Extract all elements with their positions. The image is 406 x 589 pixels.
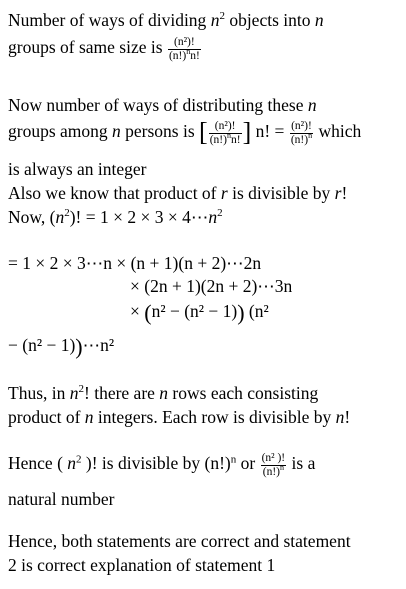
den-part: n! xyxy=(230,133,241,146)
math-line-10 xyxy=(130,300,269,326)
fraction-numerator: (n²)! xyxy=(168,36,201,50)
math-var: n xyxy=(69,383,79,403)
text-line-5: is always an integer xyxy=(8,159,147,179)
text: or xyxy=(236,453,260,474)
math-var: n xyxy=(67,453,77,474)
text-line-13 xyxy=(8,407,350,428)
fraction-numerator: (n²)! xyxy=(291,120,312,132)
text-line-6 xyxy=(8,183,347,204)
den-part: (n!) xyxy=(262,465,280,478)
text: ! xyxy=(341,183,348,203)
math-line-11 xyxy=(8,334,115,360)
den-part: (n!) xyxy=(290,133,309,146)
text-line-16: Hence, both statements are correct and statement xyxy=(8,531,351,551)
fraction xyxy=(261,452,287,478)
text: is a xyxy=(287,453,316,474)
text: groups of same size is xyxy=(8,37,167,58)
text-line-7 xyxy=(8,207,223,228)
paren-right: ) xyxy=(237,300,245,326)
fraction-numerator: (n²)! xyxy=(209,120,242,134)
fraction-denominator xyxy=(209,130,242,147)
text-line-2 xyxy=(8,36,202,62)
exponent: 2 xyxy=(78,383,84,396)
text: ! there are xyxy=(84,383,160,403)
exponent: 2 xyxy=(219,10,225,23)
bracket-right: ] xyxy=(242,117,252,147)
math-var: n xyxy=(55,207,65,227)
exponent: 2 xyxy=(64,207,70,220)
den-exponent: n xyxy=(279,462,284,472)
math-var: n xyxy=(112,121,121,142)
den-exponent: n xyxy=(186,46,191,56)
fraction-denominator xyxy=(168,46,201,63)
paren-right: ) xyxy=(75,334,83,360)
math-var: r xyxy=(334,183,342,203)
math-var: n xyxy=(335,407,345,427)
math-expr: (n² xyxy=(244,301,269,321)
text-line-14 xyxy=(8,452,315,478)
den-exponent: n xyxy=(308,130,313,140)
math-line-8: = 1 × 2 × 3⋯n × (n + 1)(n + 2)⋯2n xyxy=(8,253,262,273)
text: product of xyxy=(8,407,85,427)
fraction-denominator xyxy=(261,462,287,479)
exponent: 2 xyxy=(217,207,223,220)
math-var: n xyxy=(307,95,317,115)
text-line-3 xyxy=(8,95,317,116)
text: is divisible by xyxy=(227,183,335,203)
fraction-numerator: (n² )! xyxy=(261,452,286,464)
text: groups among xyxy=(8,121,113,142)
text: Number of ways of dividing xyxy=(8,10,211,30)
text: integers. Each row is divisible by xyxy=(93,407,336,427)
text: Thus, in xyxy=(8,383,70,403)
math-var: n xyxy=(159,383,169,403)
fraction-denominator xyxy=(290,130,313,147)
text: persons is xyxy=(120,121,200,142)
math-var: n xyxy=(208,207,218,227)
text: × xyxy=(130,301,145,321)
fraction xyxy=(290,120,313,146)
den-part: (n!) xyxy=(209,133,227,146)
text: rows each consisting xyxy=(168,383,319,403)
math-line-9: × (2n + 1)(2n + 2)⋯3n xyxy=(130,276,293,296)
math-var: n xyxy=(314,10,324,30)
text-line-1 xyxy=(8,10,324,31)
text-line-17: 2 is correct explanation of statement 1 xyxy=(8,555,276,575)
text: objects into xyxy=(224,10,315,30)
bracket-left: [ xyxy=(199,117,208,147)
math-var: n xyxy=(84,407,94,427)
exponent: 2 xyxy=(76,453,82,466)
text: Now number of ways of distributing these xyxy=(8,95,308,115)
fraction xyxy=(168,36,201,62)
text-line-4 xyxy=(8,117,362,147)
math-var: r xyxy=(220,183,228,203)
math-expr: ⋯n² xyxy=(82,335,115,355)
text: Hence ( xyxy=(8,453,68,474)
math-var: n xyxy=(210,10,220,30)
text: which xyxy=(314,121,362,142)
text: n! = xyxy=(251,121,289,142)
text: )! is divisible by (n!) xyxy=(81,453,231,474)
text: Now, ( xyxy=(8,207,56,227)
den-part: (n!) xyxy=(168,49,187,62)
den-exponent: n xyxy=(226,130,231,140)
den-part: n! xyxy=(190,49,200,62)
text: ! xyxy=(344,407,351,427)
math-expr: n² − (n² − 1) xyxy=(151,301,238,321)
paren-left: ( xyxy=(144,300,152,326)
text-line-15: natural number xyxy=(8,489,115,509)
text-line-12 xyxy=(8,383,318,404)
fraction xyxy=(209,120,242,146)
math-expr: − (n² − 1) xyxy=(8,335,76,355)
exponent: n xyxy=(230,453,237,466)
text: Also we know that product of xyxy=(8,183,221,203)
text: )! = 1 × 2 × 3 × 4⋯ xyxy=(69,207,209,227)
